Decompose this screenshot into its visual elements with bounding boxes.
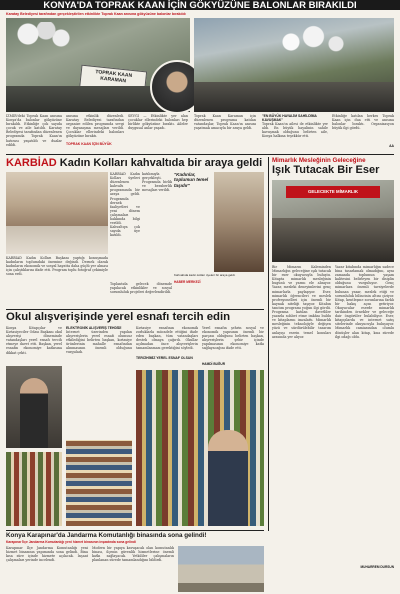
okul-photo-left [6, 366, 62, 448]
karbiad-col-1b: katılımıyla gerçekleşti. Programda birlik ve beraberlik mesajları verildi. [142, 172, 172, 193]
mimarlik-headline-1: Mimarlık Mesleğinin Geleceğine [272, 157, 366, 164]
top-col-2 [66, 114, 124, 150]
top-col-6-sign: AA [389, 144, 394, 148]
okul-col-2-head: ELEKTRONİK ALIŞVERİŞ TEHDİDİ [66, 326, 122, 330]
top-col-2-tag: TOPRAK KAAN İÇİN BÜYÜK [66, 142, 112, 146]
mimarlik-people [272, 218, 394, 262]
okul-photo-right [136, 370, 264, 526]
okul-col-3-text: Kırtasiye esnafının ekonomik zorluklarla mücadele ettiğini ifade eden başkan, tüm vatandaşları destek olmaya çağırdı. Okullar açılmadan önce alışverişlerin tamamlanması gerektiğini söyledi. [136, 326, 198, 351]
top-col-5-text: Toprak Kaan'ın ailesi de etkinlikte yer aldı. En büyük hayalinin sahile kavuşmak olduğunu belirten aile, Konya halkına teşekkür etti. [262, 122, 328, 139]
karbiad-photo-right [214, 172, 264, 272]
top-col-1: İZMİR'deki Toprak Kaan anısına Konya'da balonlar gökyüzüne bırakıldı. Etkinliğe çok sayıda çocuk ve aile katıldı. Karatay Belediyesi tarafından düzenlenen programda Toprak Kaan'ın hatırası yaşatıldı ve dualar edildi. [6, 114, 62, 147]
top-col-5-head: "EN BÜYÜK HAYALİM SAHİLDİMA KAVUŞMAK" [262, 114, 317, 122]
top-headline: KONYA'DA TOPRAK KAAN İÇİN GÖKYÜZÜNE BALONLAR BIRAKILDI [43, 0, 357, 10]
karbiad-photo-main [6, 172, 108, 254]
karbiad-quote: "Kadınlar, toplumun temel taşıdır" [174, 172, 209, 188]
top-col-6-text: Etkinliğe katılan herkes Toprak Kaan için dua etti ve anısına balonlar bıraktı. Organizasyon büyük ilgi gördü. [332, 114, 394, 131]
karbiad-sign: HABER MERKEZİ [174, 279, 201, 284]
okul-photo-books [66, 440, 132, 526]
okul-col-3-head: TERCİHİMİZ YEREL ESNAF OLSUN [136, 356, 193, 360]
divider-top [6, 154, 394, 155]
mimarlik-col-1: Bir Mimarın Kaleminden Mimarlığın geleceğine ışık tutacak bir eser okuyucuyla buluştu. Kitapta mimarlık mesleğinin bugünü ve yarını ele alınıyor. Yazar, mesleki deneyimlerini genç mimarlarla paylaşıyor. Eser, mimarlık öğrencileri ve meslek profesyonelleri için önemli bir kaynak niteliği taşıyor. Kitabın tanıtım programı yoğun ilgi gördü. Programa katılan davetliler yazarla sohbet etme imkânı buldu ve kitaplarını imzalattı. Mimarlık mesleğinin teknolojiyle değişen yüzü ve sürdürülebilir tasarım anlayışı eserin temel konuları arasında yer alıyor. [272, 265, 331, 339]
mimarlik-col-2 [335, 265, 394, 583]
karbiad-headline [6, 157, 264, 169]
okul-photo-shelf [6, 452, 62, 526]
karbiad-headline-accent: KARBİAD [6, 157, 57, 169]
okul-col-1: Konya Kitapçılar ve Kırtasiyeciler Odası Başkanı okul alışverişi döneminde vatandaşları yerel esnafı tercih etmeye davet etti. Başkan, yerel esnafın ekonomiye katkısına dikkat çekti. [6, 326, 62, 355]
mimarlik-banner-text: GELECEKTE MİMARLIK [307, 189, 358, 194]
top-col-4: Toprak Kaan Karaman için düzenlenen programa katılan vatandaşlar, Toprak Kaan'ın anısını yaşatmak amacıyla bir araya geldi. [194, 114, 256, 131]
karbiad-col-1: KARBİAD Kadın Kolları üyeleri düzenlenen kahvaltı programında bir araya geldi. Programda dernek faaliyetleri ve yeni dönem çalışmaları hakkında bilgi verildi. Kahvaltıya çok sayıda üye katıldı. [110, 172, 140, 238]
karbiad-col-2: KARBİAD Kadın Kolları Başkanı yaptığı konuşmada kadınların toplumdaki önemine değindi. Dernek olarak kadınların ekonomik ve sosyal hayatta daha güçlü yer alması için çalıştıklarını ifade etti. Program toplu fotoğraf çekimiyle sona erdi. [6, 256, 108, 277]
balloon-cloud [264, 24, 354, 60]
karbiad-quote-box [174, 172, 212, 220]
mimarlik-sign: MUHARREM DURSUN [360, 565, 394, 569]
jandarma-photo [178, 546, 264, 592]
top-banner [0, 0, 400, 10]
mimarlik-col-2-text: Yazar kitabında mimarlığın sadece bina tasarlamak olmadığını, aynı zamanda toplumun yaşam kalitesini belirleyen bir disiplin olduğunu vurguluyor. Genç mimarlara önemli tavsiyelerde bulunan yazar, meslek etiği ve sorumluluk bilincinin altını çiziyor. Kitap, kentleşme sorunlarına farklı bir bakış açısı getiriyor. Okuyucular eserde mimarlık tarihinden örnekler ve geleceğe dair öngörüler bulabiliyor. Eser, kitapçılarda ve internet satış sitelerinde okuyucuyla buluşuyor. Mimarlık camiasından olumlu dönüşler alan kitap, kısa sürede ilgi odağı oldu. [335, 265, 394, 339]
karbiad-photo-caption: Kahvaltıda kadın kolları üyeleri bir araya geldi. [174, 273, 236, 277]
top-photo-right [194, 18, 394, 112]
jandarma-col-1: Karapınar İlçe Jandarma Komutanlığı yeni hizmet binasının yapımında sona gelindi. Bina kısa süre içinde hizmete açılacak. İnşaat çalışmaları yerinde incelendi. [6, 546, 88, 563]
karbiad-headline-rest: Kadın Kolları kahvaltıda bir araya geldi [56, 157, 263, 169]
top-col-6 [332, 114, 394, 150]
okul-col-2-text: İnternet üzerinden yapılan alışverişlerin yerel esnafı olumsuz etkilediğini belirten başkan, kırtasiye ürünlerinin mahalle esnafından alınmasının önemli olduğunu vurguladı. [66, 330, 132, 355]
top-deck: Karatay Belediyesi tarafından gerçekleştirilen etkinlikte Toprak Kaan anısına gökyüzüne balonlar bırakıldı [6, 12, 186, 16]
mimarlik-headline [272, 157, 394, 176]
balloon-cluster [16, 22, 76, 62]
okul-person [20, 378, 48, 448]
karbiad-caption-box [174, 274, 264, 306]
okul-shopkeeper [208, 430, 248, 526]
jandarma-deck: Karapınar İlçe Jandarma Komutanlığı yeni hizmet binasının inşaatında sona gelindi [6, 540, 136, 544]
karbiad-table [6, 226, 108, 254]
mimarlik-banner [286, 186, 380, 198]
karbiad-col-4: Toplantıda gelecek dönemde yapılacak etkinlikler ve sosyal sorumluluk projeleri değerlendirildi. [110, 282, 172, 295]
divider-jandarma [6, 530, 264, 531]
okul-sign: HAMDİ BUĞUR [202, 362, 226, 366]
top-col-5 [262, 114, 328, 150]
okul-col-2 [66, 326, 132, 436]
okul-col-4: Yerel esnafın şehrin sosyal ve ekonomik yapısının önemli bir parçası olduğunu belirten başkan, alışverişlerin şehir içinde yapılmasının ekonomiye katkı sağlayacağını ifade etti. [202, 326, 264, 351]
okul-headline: Okul alışverişinde yerel esnafı tercih edin [6, 311, 231, 323]
divider-okul [6, 309, 264, 310]
jandarma-col-2: Modern bir yapıya kavuşacak olan komutanlık binası, ilçenin güvenlik hizmetlerine önemli katkı sağlayacak. Yetkililer çalışmaların planlanan sürede tamamlandığını bildirdi. [92, 546, 174, 563]
sign-text: TOPRAK KAAN KARAMAN [95, 69, 133, 85]
crowd-silhouette-right [194, 82, 394, 112]
jandarma-headline: Konya Karapınar'da Jandarma Komutanlığı binasında sona gelindi! [6, 532, 207, 539]
mimarlik-headline-2: Işık Tutacak Bir Eser [272, 164, 380, 176]
top-col-2-text: anısına etkinlik düzenledi. Karatay Belediyesi tarafından organize edilen programda sevgi ve dayanışma mesajları verildi. Çocuklar ellerindeki balonları gökyüzüne bıraktı. [66, 114, 124, 139]
divider-right-col [268, 157, 269, 531]
top-col-3: SEVGİ — Etkinlikte yer alan çocuklar ellerindeki balonları hep birlikte gökyüzüne bıraktı. Aileler duygusal anlar yaşadı. [128, 114, 188, 131]
mimarlik-photo [272, 180, 394, 262]
